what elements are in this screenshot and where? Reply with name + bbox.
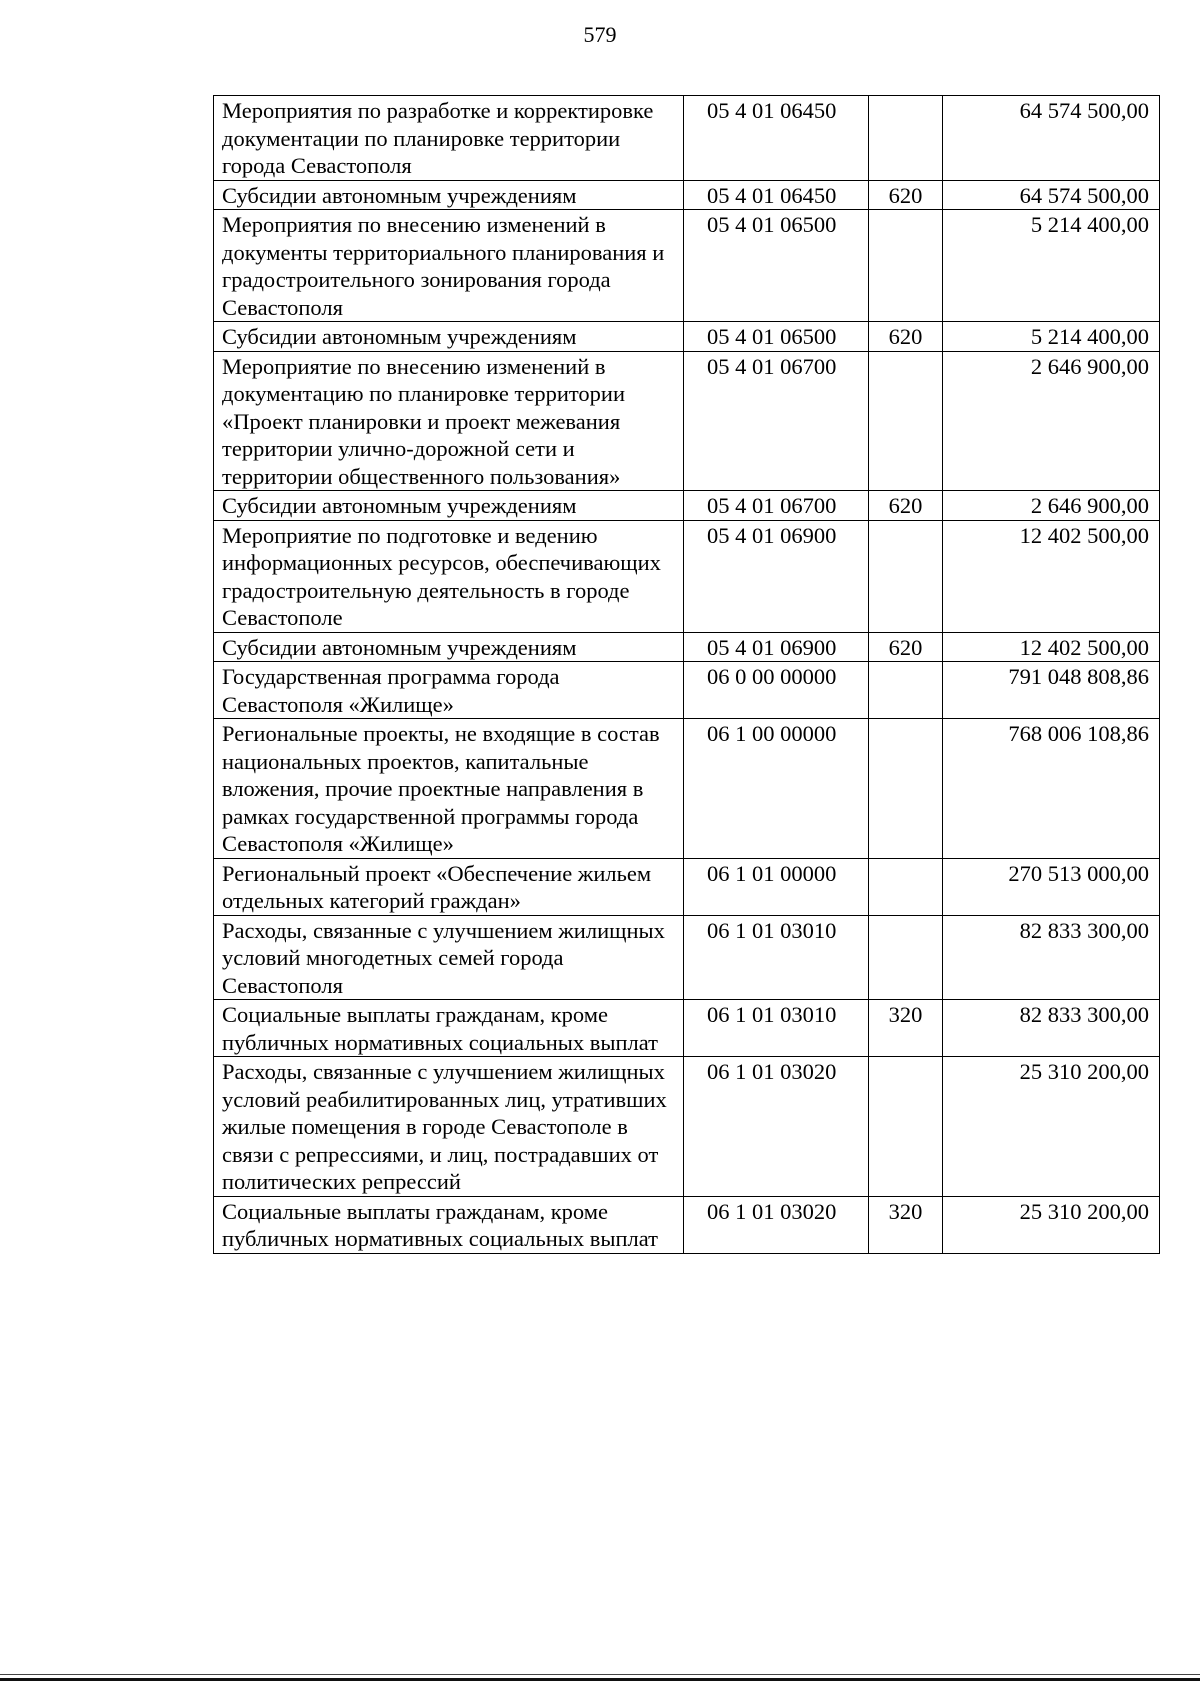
row-sum-cell: 82 833 300,00 [943, 1000, 1160, 1057]
row-name-cell: Региональные проекты, не входящие в состав национальных проектов, капитальные вложения, прочие проектные направления в рамках государственной программы города Севастополя «Жилище» [214, 719, 684, 859]
row-kvr-cell: 320 [869, 1196, 943, 1253]
scan-edge-line [0, 1674, 1200, 1675]
row-code-cell: 06 1 01 03020 [684, 1196, 869, 1253]
row-name-cell: Социальные выплаты гражданам, кроме публичных нормативных социальных выплат [214, 1196, 684, 1253]
table-row [214, 632, 1160, 662]
table-row [214, 520, 1160, 632]
row-code-cell: 06 1 01 03010 [684, 915, 869, 1000]
table-row [214, 491, 1160, 521]
table-body [214, 96, 1160, 1254]
row-kvr-cell [869, 719, 943, 859]
row-sum-cell: 64 574 500,00 [943, 96, 1160, 181]
row-code-cell: 05 4 01 06450 [684, 180, 869, 210]
row-name-cell: Региональный проект «Обеспечение жильем отдельных категорий граждан» [214, 858, 684, 915]
row-kvr-cell: 620 [869, 322, 943, 352]
page-number: 579 [583, 22, 617, 47]
row-sum-cell: 64 574 500,00 [943, 180, 1160, 210]
row-name-cell: Субсидии автономным учреждениям [214, 322, 684, 352]
row-sum-cell: 12 402 500,00 [943, 520, 1160, 632]
row-code-cell: 05 4 01 06450 [684, 96, 869, 181]
row-sum-cell: 2 646 900,00 [943, 351, 1160, 491]
table-row [214, 96, 1160, 181]
row-sum-cell: 791 048 808,86 [943, 662, 1160, 719]
table-row [214, 858, 1160, 915]
row-kvr-cell [869, 858, 943, 915]
table-row [214, 351, 1160, 491]
row-name-cell: Субсидии автономным учреждениям [214, 632, 684, 662]
budget-table [213, 95, 1160, 1254]
row-name-cell: Расходы, связанные с улучшением жилищных условий многодетных семей города Севастополя [214, 915, 684, 1000]
row-code-cell: 05 4 01 06500 [684, 322, 869, 352]
row-name-cell: Субсидии автономным учреждениям [214, 180, 684, 210]
table-row [214, 915, 1160, 1000]
row-name-cell: Государственная программа города Севастополя «Жилище» [214, 662, 684, 719]
row-kvr-cell: 320 [869, 1000, 943, 1057]
row-sum-cell: 5 214 400,00 [943, 210, 1160, 322]
row-name-cell: Субсидии автономным учреждениям [214, 491, 684, 521]
row-code-cell: 06 1 01 00000 [684, 858, 869, 915]
table-row [214, 210, 1160, 322]
table-row [214, 180, 1160, 210]
table-row [214, 1196, 1160, 1253]
row-code-cell: 05 4 01 06900 [684, 632, 869, 662]
row-kvr-cell [869, 915, 943, 1000]
row-code-cell: 05 4 01 06700 [684, 351, 869, 491]
row-code-cell: 06 1 01 03020 [684, 1057, 869, 1197]
table-row [214, 1057, 1160, 1197]
row-kvr-cell: 620 [869, 632, 943, 662]
row-sum-cell: 12 402 500,00 [943, 632, 1160, 662]
row-sum-cell: 768 006 108,86 [943, 719, 1160, 859]
row-kvr-cell [869, 210, 943, 322]
row-code-cell: 05 4 01 06700 [684, 491, 869, 521]
row-name-cell: Мероприятия по разработке и корректировке документации по планировке территории города Севастополя [214, 96, 684, 181]
row-code-cell: 06 1 01 03010 [684, 1000, 869, 1057]
table-row [214, 719, 1160, 859]
row-code-cell: 06 1 00 00000 [684, 719, 869, 859]
row-sum-cell: 82 833 300,00 [943, 915, 1160, 1000]
row-code-cell: 05 4 01 06900 [684, 520, 869, 632]
row-name-cell: Расходы, связанные с улучшением жилищных условий реабилитированных лиц, утративших жилые помещения в городе Севастополе в связи с репрессиями, и лиц, пострадавших от политических репрессий [214, 1057, 684, 1197]
row-code-cell: 06 0 00 00000 [684, 662, 869, 719]
row-code-cell: 05 4 01 06500 [684, 210, 869, 322]
row-name-cell: Мероприятия по внесению изменений в документы территориального планирования и градостроительного зонирования города Севастополя [214, 210, 684, 322]
row-kvr-cell [869, 662, 943, 719]
row-sum-cell: 5 214 400,00 [943, 322, 1160, 352]
row-kvr-cell [869, 520, 943, 632]
row-kvr-cell [869, 1057, 943, 1197]
row-kvr-cell: 620 [869, 491, 943, 521]
row-sum-cell: 2 646 900,00 [943, 491, 1160, 521]
row-kvr-cell [869, 351, 943, 491]
row-name-cell: Мероприятие по внесению изменений в документацию по планировке территории «Проект планировки и проект межевания территории улично-дорожной сети и территории общественного пользования» [214, 351, 684, 491]
row-name-cell: Социальные выплаты гражданам, кроме публичных нормативных социальных выплат [214, 1000, 684, 1057]
row-sum-cell: 270 513 000,00 [943, 858, 1160, 915]
table-row [214, 1000, 1160, 1057]
table-row [214, 662, 1160, 719]
table-row [214, 322, 1160, 352]
row-sum-cell: 25 310 200,00 [943, 1196, 1160, 1253]
scan-edge-border [0, 1678, 1200, 1681]
row-name-cell: Мероприятие по подготовке и ведению информационных ресурсов, обеспечивающих градостроительную деятельность в городе Севастополе [214, 520, 684, 632]
row-kvr-cell: 620 [869, 180, 943, 210]
row-kvr-cell [869, 96, 943, 181]
row-sum-cell: 25 310 200,00 [943, 1057, 1160, 1197]
